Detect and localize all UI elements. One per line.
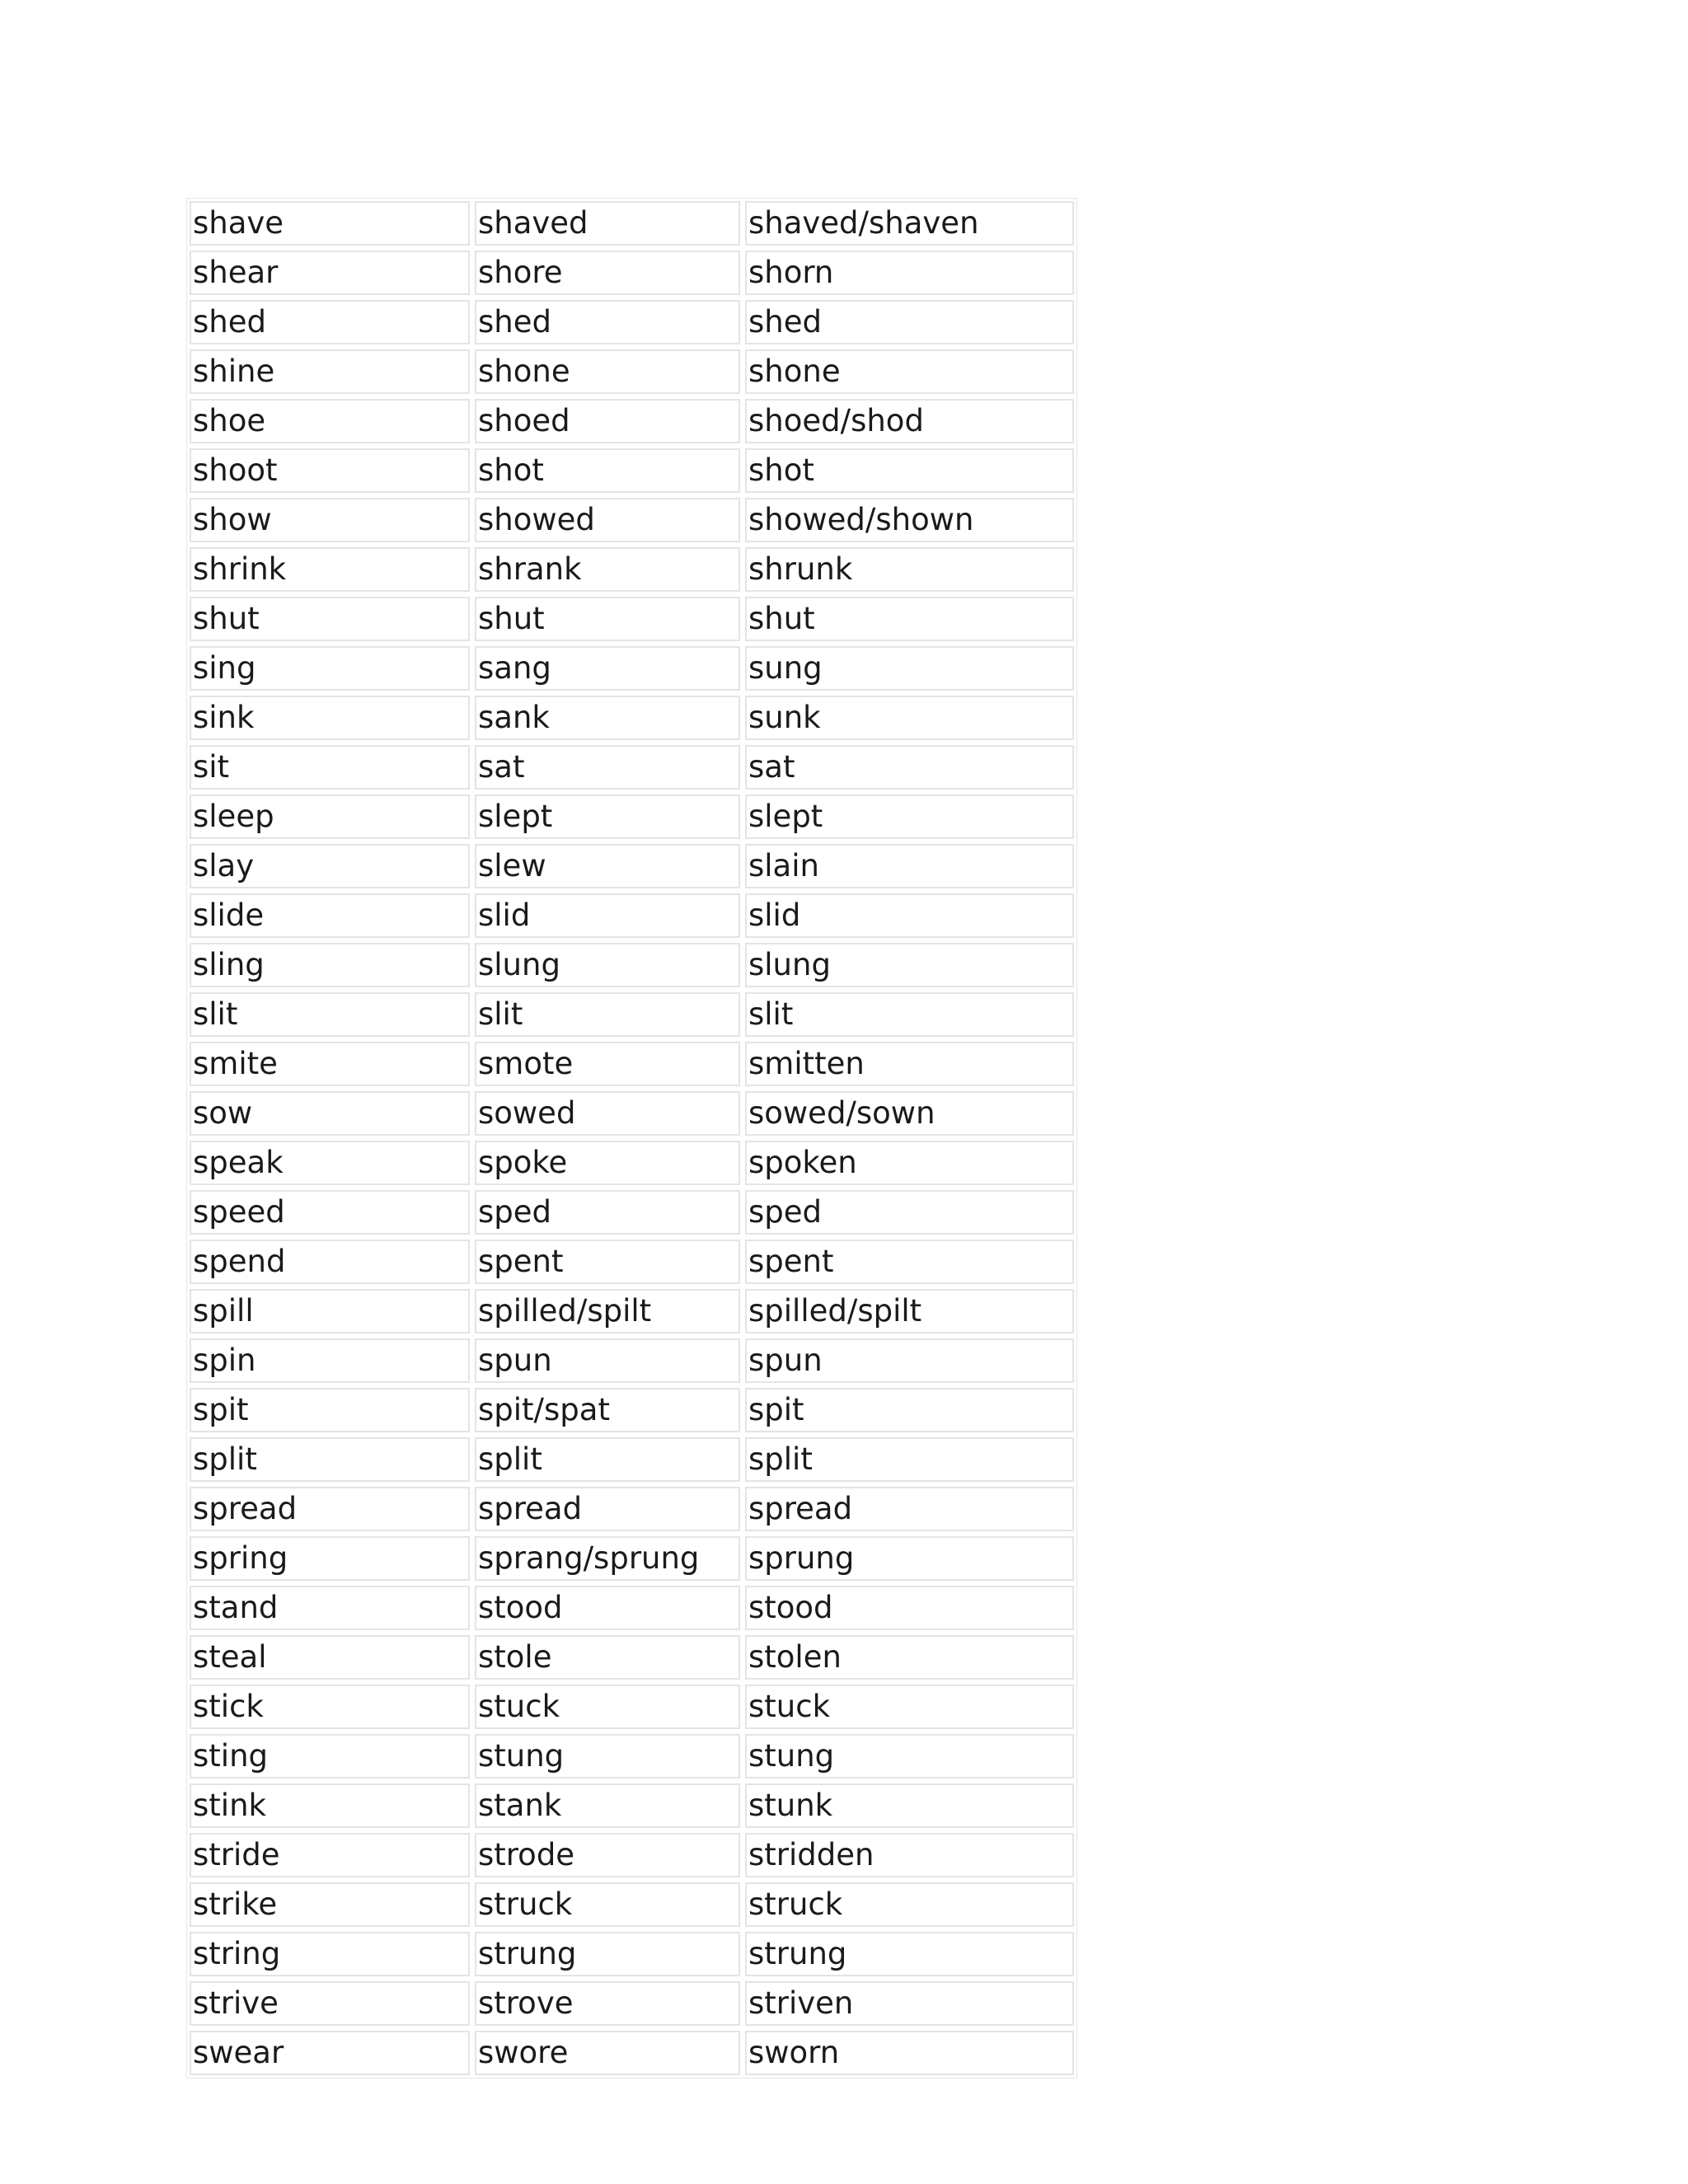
past-participle-cell: sped [745,1190,1074,1235]
table-row [190,1981,1074,2026]
table-row [190,1536,1074,1581]
table-row [190,1141,1074,1185]
base-form-cell: strive [190,1981,470,2026]
table-row [190,646,1074,691]
base-form-cell: string [190,1932,470,1976]
past-tense-cell: strode [475,1833,740,1877]
base-form-cell: sink [190,696,470,740]
past-tense-cell: stole [475,1635,740,1680]
base-form-cell: sow [190,1091,470,1136]
past-participle-cell: shone [745,349,1074,394]
table-row [190,1388,1074,1432]
past-participle-cell: slit [745,992,1074,1037]
past-tense-cell: sank [475,696,740,740]
past-tense-cell: spilled/spilt [475,1289,740,1333]
base-form-cell: shut [190,597,470,641]
past-participle-cell: stung [745,1734,1074,1779]
past-participle-cell: stolen [745,1635,1074,1680]
table-row [190,448,1074,493]
base-form-cell: smite [190,1042,470,1086]
past-tense-cell: shore [475,251,740,295]
past-tense-cell: struck [475,1882,740,1927]
base-form-cell: stride [190,1833,470,1877]
table-row [190,1586,1074,1630]
past-participle-cell: shot [745,448,1074,493]
base-form-cell: speak [190,1141,470,1185]
table-row [190,597,1074,641]
table-row [190,844,1074,888]
past-tense-cell: shaved [475,201,740,246]
past-participle-cell: stunk [745,1783,1074,1828]
past-participle-cell: shoed/shod [745,399,1074,443]
base-form-cell: stick [190,1685,470,1729]
base-form-cell: spit [190,1388,470,1432]
past-participle-cell: stuck [745,1685,1074,1729]
table-row [190,992,1074,1037]
past-tense-cell: split [475,1437,740,1482]
past-tense-cell: shone [475,349,740,394]
table-row [190,745,1074,790]
past-participle-cell: slain [745,844,1074,888]
past-tense-cell: stank [475,1783,740,1828]
table-row [190,1635,1074,1680]
past-tense-cell: shed [475,300,740,344]
past-participle-cell: split [745,1437,1074,1482]
past-tense-cell: slit [475,992,740,1037]
past-participle-cell: striven [745,1981,1074,2026]
past-participle-cell: slept [745,794,1074,839]
table-row [190,794,1074,839]
past-participle-cell: spun [745,1338,1074,1383]
past-tense-cell: swore [475,2031,740,2075]
table-row [190,399,1074,443]
past-participle-cell: sworn [745,2031,1074,2075]
past-participle-cell: sprung [745,1536,1074,1581]
past-tense-cell: slew [475,844,740,888]
table-row [190,893,1074,938]
verb-forms-table-body [190,201,1074,2075]
past-participle-cell: sunk [745,696,1074,740]
table-row [190,547,1074,592]
past-participle-cell: shut [745,597,1074,641]
past-participle-cell: spit [745,1388,1074,1432]
base-form-cell: sling [190,943,470,987]
table-row [190,1289,1074,1333]
table-row [190,1190,1074,1235]
past-tense-cell: slung [475,943,740,987]
past-participle-cell: struck [745,1882,1074,1927]
past-participle-cell: spilled/spilt [745,1289,1074,1333]
past-participle-cell: stood [745,1586,1074,1630]
verb-forms-table [185,196,1079,2080]
past-tense-cell: sped [475,1190,740,1235]
past-participle-cell: slung [745,943,1074,987]
past-participle-cell: slid [745,893,1074,938]
past-tense-cell: spoke [475,1141,740,1185]
past-participle-cell: showed/shown [745,498,1074,542]
base-form-cell: sit [190,745,470,790]
base-form-cell: strike [190,1882,470,1927]
base-form-cell: stand [190,1586,470,1630]
past-participle-cell: shorn [745,251,1074,295]
past-participle-cell: spent [745,1240,1074,1284]
past-tense-cell: stuck [475,1685,740,1729]
base-form-cell: speed [190,1190,470,1235]
past-tense-cell: shoed [475,399,740,443]
base-form-cell: spread [190,1487,470,1531]
past-tense-cell: shrank [475,547,740,592]
past-tense-cell: smote [475,1042,740,1086]
table-row [190,1734,1074,1779]
base-form-cell: shoot [190,448,470,493]
past-tense-cell: spun [475,1338,740,1383]
table-row [190,1042,1074,1086]
table-row [190,1932,1074,1976]
past-tense-cell: sowed [475,1091,740,1136]
base-form-cell: shrink [190,547,470,592]
table-row [190,349,1074,394]
base-form-cell: show [190,498,470,542]
base-form-cell: spend [190,1240,470,1284]
table-row [190,498,1074,542]
past-tense-cell: strove [475,1981,740,2026]
base-form-cell: spin [190,1338,470,1383]
past-participle-cell: strung [745,1932,1074,1976]
table-row [190,696,1074,740]
past-participle-cell: sung [745,646,1074,691]
base-form-cell: sing [190,646,470,691]
past-tense-cell: shot [475,448,740,493]
base-form-cell: slit [190,992,470,1037]
past-participle-cell: shrunk [745,547,1074,592]
base-form-cell: shed [190,300,470,344]
base-form-cell: split [190,1437,470,1482]
past-participle-cell: shed [745,300,1074,344]
past-tense-cell: showed [475,498,740,542]
base-form-cell: shear [190,251,470,295]
past-tense-cell: stood [475,1586,740,1630]
past-tense-cell: shut [475,597,740,641]
past-tense-cell: slid [475,893,740,938]
past-tense-cell: slept [475,794,740,839]
table-row [190,1833,1074,1877]
table-row [190,251,1074,295]
base-form-cell: sting [190,1734,470,1779]
table-row [190,1783,1074,1828]
base-form-cell: shoe [190,399,470,443]
past-tense-cell: spit/spat [475,1388,740,1432]
past-tense-cell: sprang/sprung [475,1536,740,1581]
base-form-cell: swear [190,2031,470,2075]
table-row [190,1685,1074,1729]
past-tense-cell: strung [475,1932,740,1976]
table-row [190,1240,1074,1284]
base-form-cell: shave [190,201,470,246]
table-row [190,1338,1074,1383]
base-form-cell: steal [190,1635,470,1680]
past-tense-cell: stung [475,1734,740,1779]
table-row [190,300,1074,344]
base-form-cell: stink [190,1783,470,1828]
base-form-cell: slay [190,844,470,888]
base-form-cell: spring [190,1536,470,1581]
table-row [190,201,1074,246]
past-participle-cell: stridden [745,1833,1074,1877]
table-row [190,1882,1074,1927]
past-tense-cell: sang [475,646,740,691]
table-row [190,1487,1074,1531]
base-form-cell: slide [190,893,470,938]
past-tense-cell: spent [475,1240,740,1284]
base-form-cell: shine [190,349,470,394]
base-form-cell: spill [190,1289,470,1333]
past-participle-cell: smitten [745,1042,1074,1086]
past-participle-cell: shaved/shaven [745,201,1074,246]
past-tense-cell: sat [475,745,740,790]
past-participle-cell: sat [745,745,1074,790]
past-tense-cell: spread [475,1487,740,1531]
table-row [190,1437,1074,1482]
table-row [190,2031,1074,2075]
base-form-cell: sleep [190,794,470,839]
past-participle-cell: spoken [745,1141,1074,1185]
table-row [190,943,1074,987]
table-row [190,1091,1074,1136]
past-participle-cell: sowed/sown [745,1091,1074,1136]
past-participle-cell: spread [745,1487,1074,1531]
